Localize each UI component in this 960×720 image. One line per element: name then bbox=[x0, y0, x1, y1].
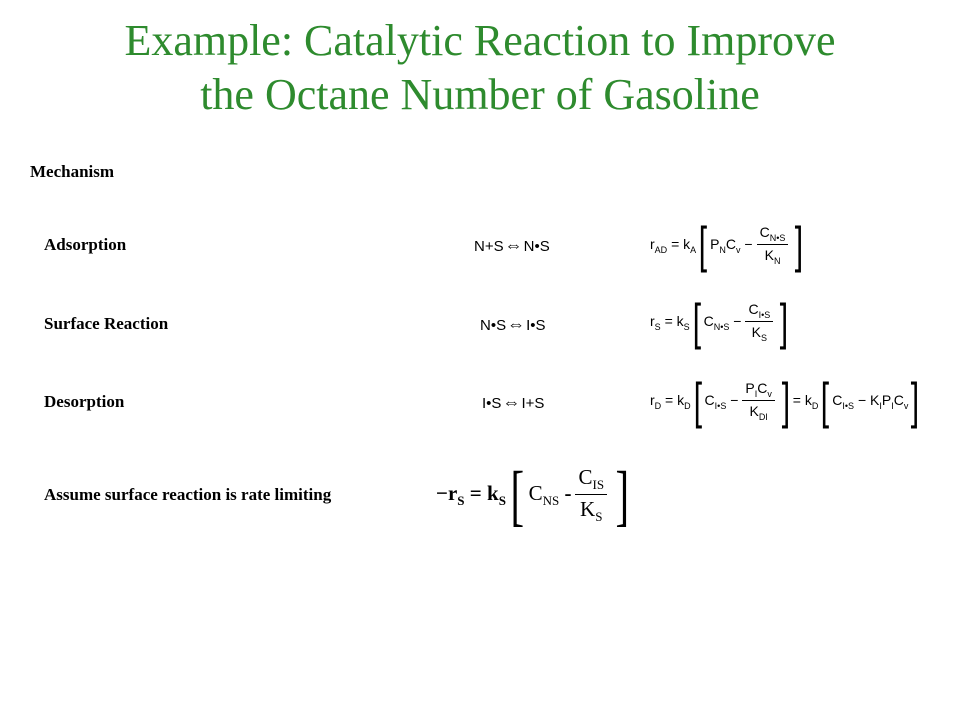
slide-title bbox=[0, 14, 960, 122]
equilibrium-arrow-icon: ⇔ bbox=[502, 392, 521, 412]
rate-limiting-equation: $-r_S = k_S$ [ $C_{NS}$ - $\frac{C_{IS}}{K_S}$ ] bbox=[436, 457, 630, 533]
title-line-2: the Octane Number of Gasoline bbox=[200, 70, 760, 119]
mechanism-heading: Mechanism bbox=[30, 162, 115, 181]
adsorption-label: Adsorption bbox=[44, 235, 127, 254]
surface-reaction-rate-equation: $r_S = k_S$ [ $C_{N•S}$ − $\frac{C_{I•S}}{K_S}$ ] bbox=[650, 294, 789, 350]
adsorption-reaction: N+S⇔N•S bbox=[474, 235, 550, 255]
desorption-reaction: I•S⇔I+S bbox=[482, 392, 545, 412]
desorption-label: Desorption bbox=[44, 392, 125, 411]
equilibrium-arrow-icon: ⇔ bbox=[507, 314, 526, 334]
surface-reaction-label: Surface Reaction bbox=[44, 314, 169, 333]
desorption-rate-equation: $r_D = k_D$ [ $C_{I•S}$ − $\frac{P_IC_v}{K_{DI}}$ ] = $k_D$ [ $C_{I•S} - K_IP_IC_v$ ] bbox=[650, 373, 920, 429]
equilibrium-arrow-icon: ⇔ bbox=[504, 235, 523, 255]
adsorption-rate-equation: $r_{AD} = k_A$ [ $P_NC_v$ − $\frac{C_{N•S}}{K_N}$ ] bbox=[650, 217, 804, 273]
assumption-text: Assume surface reaction is rate limiting bbox=[44, 485, 332, 504]
surface-reaction-reaction: N•S⇔I•S bbox=[480, 314, 546, 334]
title-line-1: Example: Catalytic Reaction to Improve bbox=[124, 16, 836, 65]
